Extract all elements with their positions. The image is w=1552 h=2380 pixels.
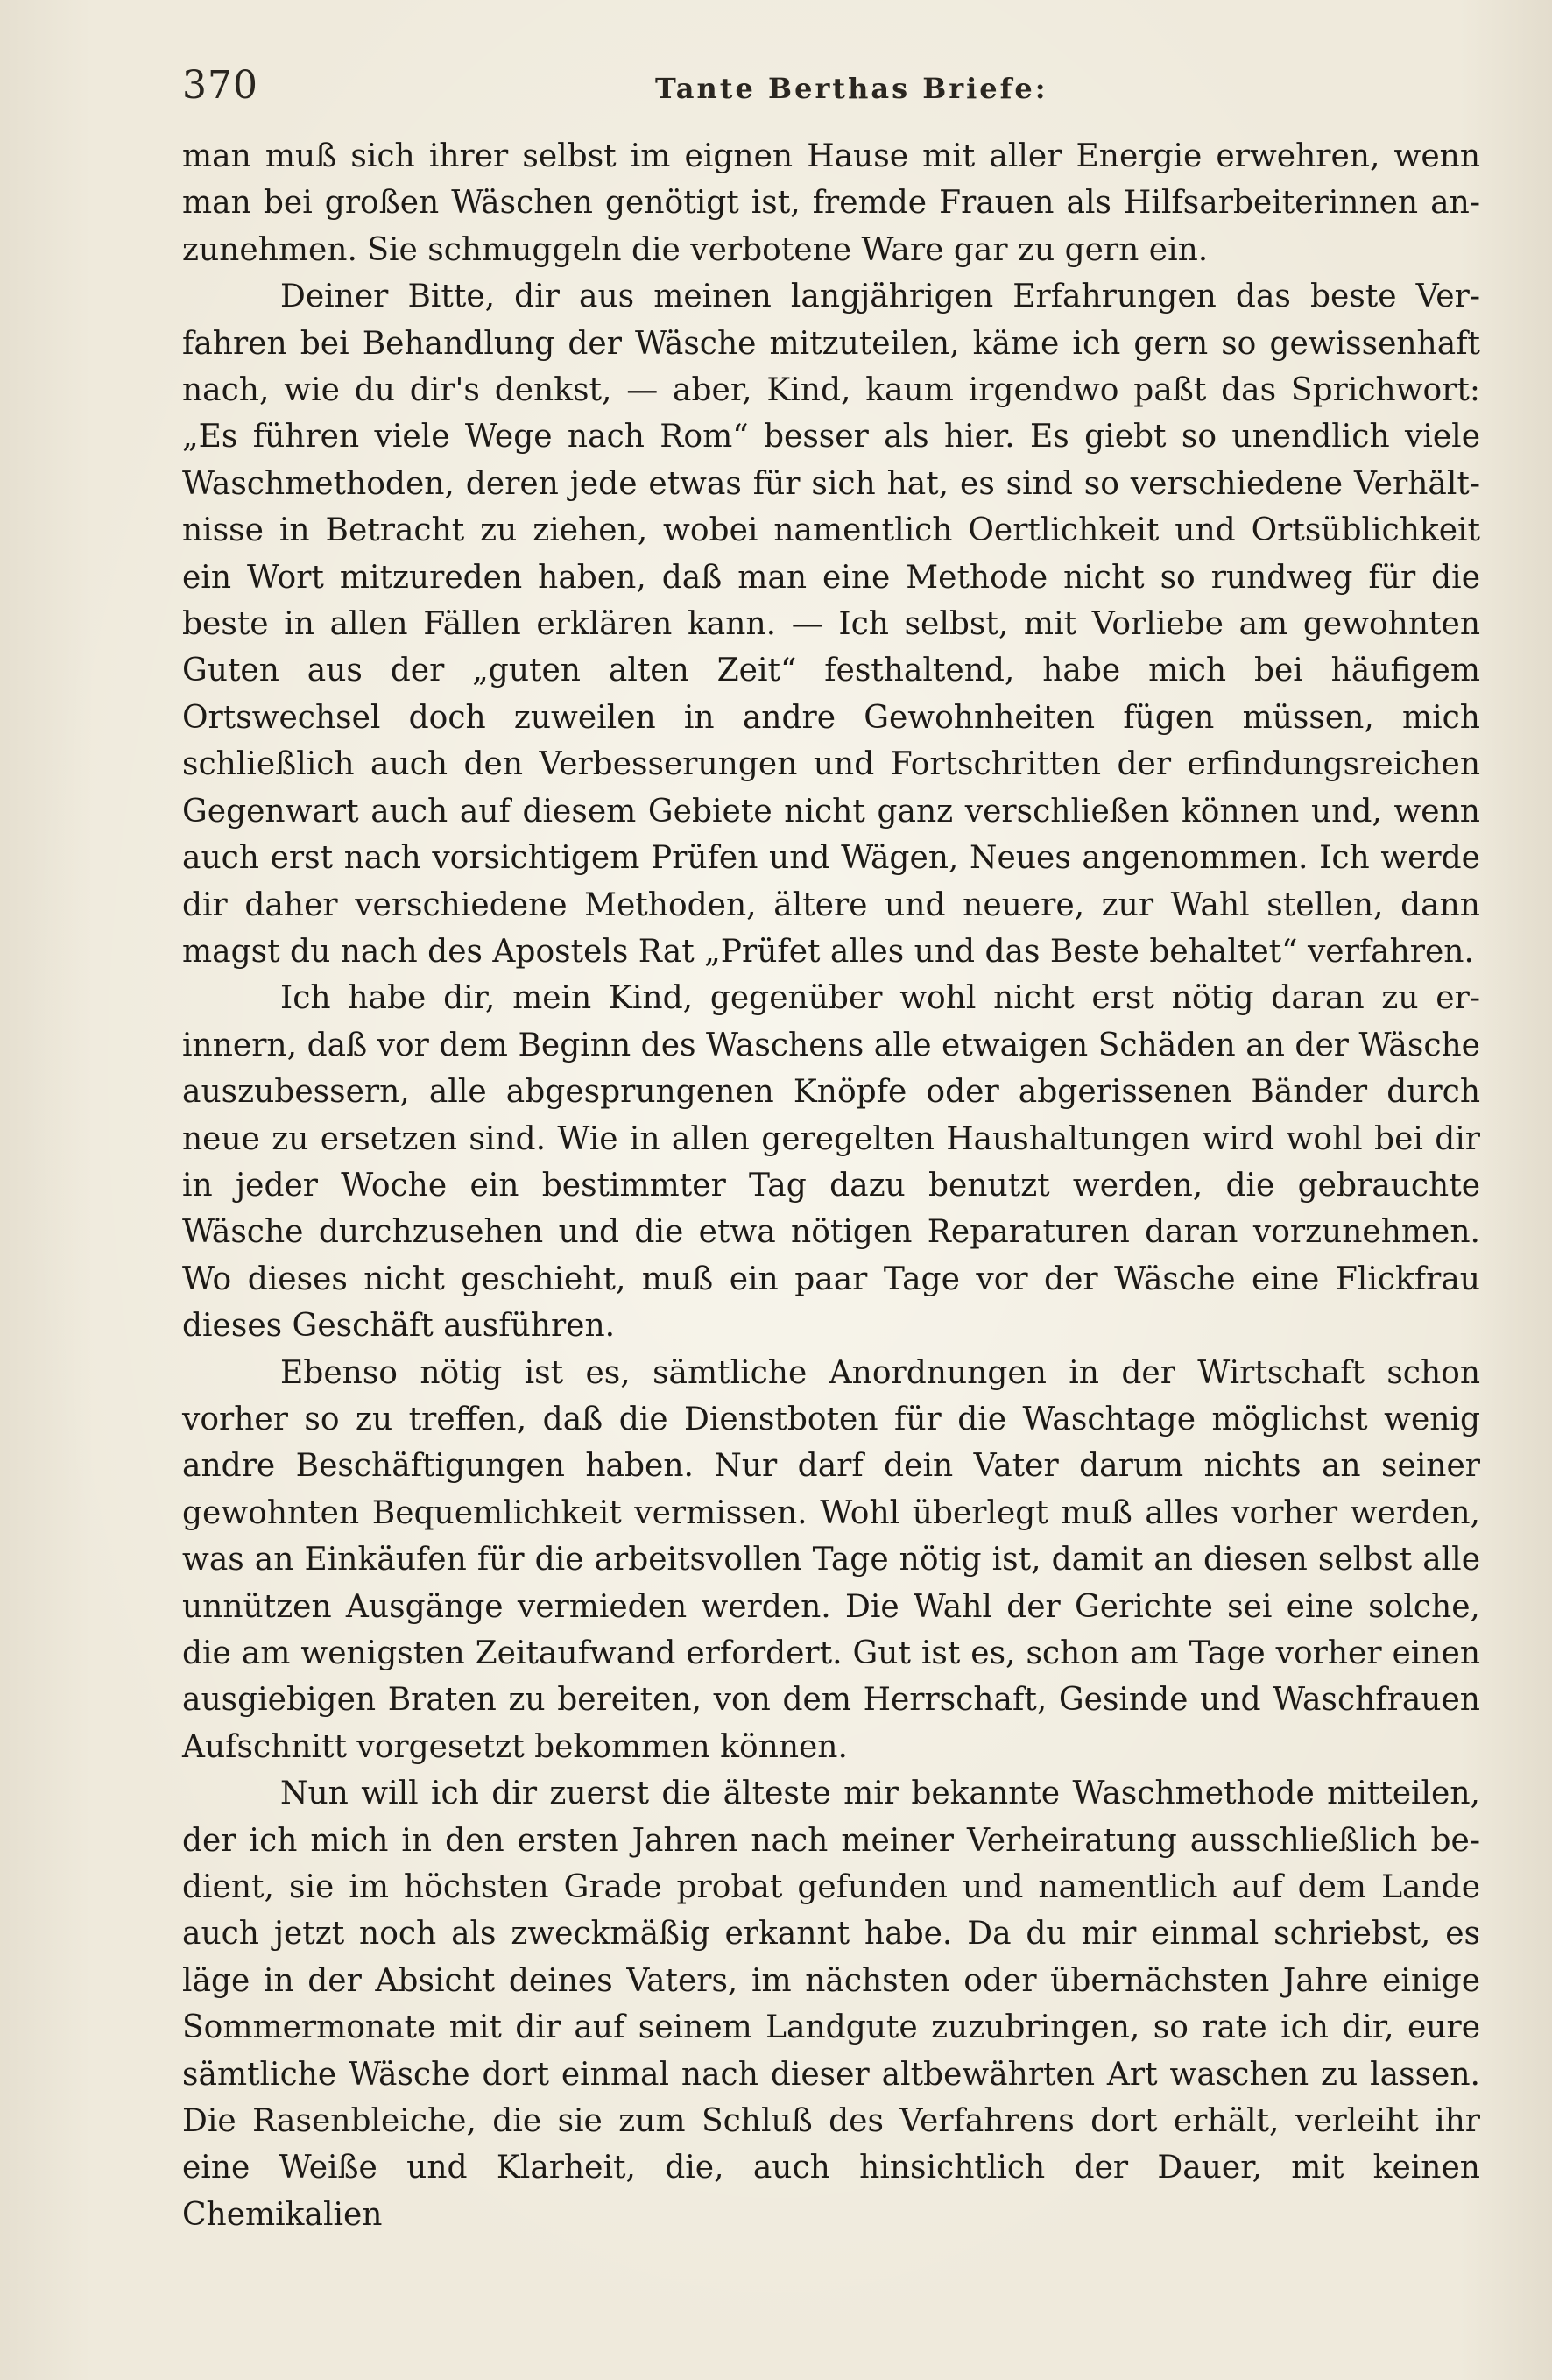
paragraph: Nun will ich dir zuerst die älteste mir bekannte Waschmethode mitteilen, der ich mich in den ersten Jahren nach meiner Verheiratung ausschließlich bedient, sie im höchsten Grade probat gefunden und namentlich auf dem Lande auch jetzt noch als zweckmäßig erkannt habe. Da du mir einmal schriebst, es läge in der Absicht deines Vaters, im nächsten oder übernächsten Jahre einige Sommermonate mit dir auf seinem Landgute zuzubringen, so rate ich dir, eure sämtliche Wäsche dort einmal nach dieser altbewährten Art waschen zu lassen. Die Rasenbleiche, die sie zum Schluß des Verfahrens dort erhält, verleiht ihr eine Weiße und Klarheit, die, auch hinsichtlich der Dauer, mit keinen Chemikalien — [182, 1776, 1480, 2233]
paragraph: man muß sich ihrer selbst im eignen Hause mit aller Energie erwehren, wenn man bei großen Wäschen genötigt ist, fremde Frauen als Hilfsarbeiterinnen anzunehmen. Sie schmuggeln die verbotene Ware gar zu gern ein. — [182, 138, 1480, 268]
page-header — [182, 63, 1482, 116]
paragraph: Ebenso nötig ist es, sämtliche Anordnungen in der Wirtschaft schon vorher so zu treffen, daß die Dienstboten für die Waschtage möglichst wenig andre Beschäftigungen haben. Nur darf dein Vater darum nichts an seiner gewohnten Bequemlichkeit vermissen. Wohl überlegt muß alles vorher werden, was an Einkäufen für die arbeitsvollen Tage nötig ist, damit an diesen selbst alle unnützen Ausgänge vermieden werden. Die Wahl der Gerichte sei eine solche, die am wenigsten Zeitaufwand erfordert. Gut ist es, schon am Tage vorher einen ausgiebigen Braten zu bereiten, von dem Herrschaft, Gesinde und Waschfrauen Aufschnitt vorgesetzt bekommen können. — [182, 1354, 1480, 1765]
paragraph: Ich habe dir, mein Kind, gegenüber wohl nicht erst nötig daran zu erinnern, daß vor dem Beginn des Waschens alle etwaigen Schäden an der Wäsche auszubessern, alle abgesprungenen Knöpfe oder abgerissenen Bänder durch neue zu ersetzen sind. Wie in allen geregelten Haushaltungen wird wohl bei dir in jeder Woche ein bestimmter Tag dazu benutzt werden, die gebrauchte Wäsche durchzusehen und die etwa nötigen Reparaturen daran vorzunehmen. Wo dieses nicht geschieht, muß ein paar Tage vor der Wäsche eine Flickfrau dieses Geschäft ausführen. — [182, 980, 1480, 1345]
paragraph: Deiner Bitte, dir aus meinen langjährigen Erfahrungen das beste Verfahren bei Behandlung der Wäsche mitzuteilen, käme ich gern so gewissenhaft nach, wie du dir's denkst, — aber, Kind, kaum irgendwo paßt das Sprichwort: „Es führen viele Wege nach Rom“ besser als hier. Es giebt so unendlich viele Waschmethoden, deren jede etwas für sich hat, es sind so verschiedene Verhältnisse in Betracht zu ziehen, wobei namentlich Oertlichkeit und Ortsüblichkeit ein Wort mitzureden haben, daß man eine Methode nicht so rundweg für die beste in allen Fällen erklären kann. — Ich selbst, mit Vorliebe am gewohnten Guten aus der „guten alten Zeit“ festhaltend, habe mich bei häufigem Ortswechsel doch zuweilen in andre Gewohnheiten fügen müssen, mich schließlich auch den Verbesserungen und Fortschritten der erfindungsreichen Gegenwart auch auf diesem Gebiete nicht ganz verschließen können und, wenn auch erst nach vorsichtigem Prüfen und Wägen, Neues angenommen. Ich werde dir daher verschiedene Methoden, ältere und neuere, zur Wahl stellen, dann magst du nach des Apostels Rat „Prüfet alles und das Beste behaltet“ verfahren. — [182, 279, 1480, 970]
page-number: 370 — [182, 63, 258, 108]
body-text — [182, 133, 1480, 2238]
running-head: Tante Berthas Briefe: — [655, 72, 1048, 105]
